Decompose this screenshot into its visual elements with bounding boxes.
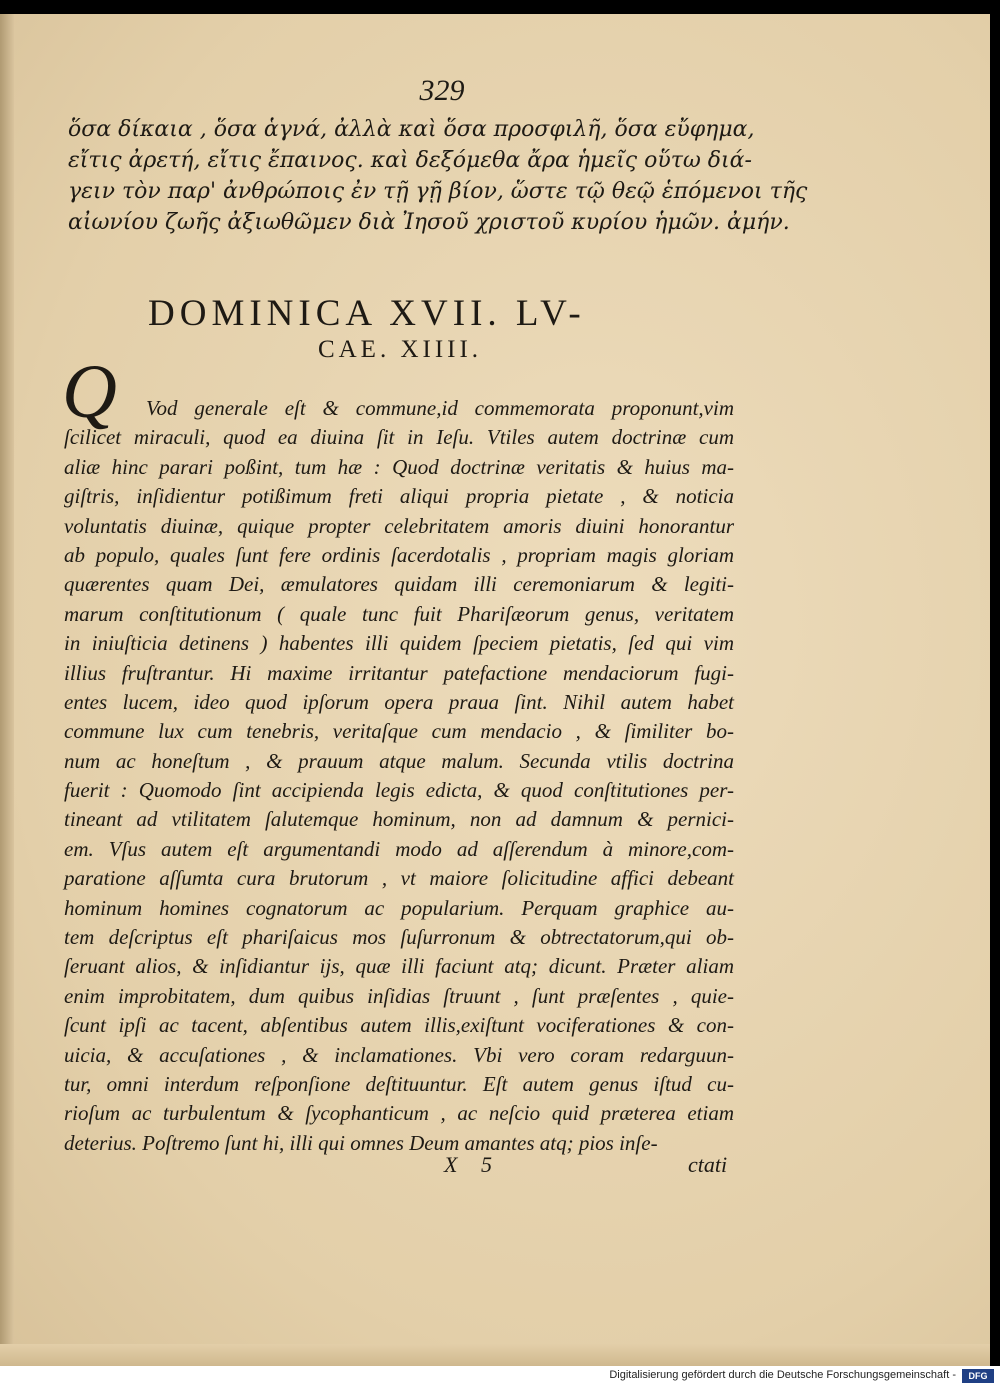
text-line: rioſum ac turbulentum & ſycophanticum , ac neſcio quid præterea etiam [64, 1101, 734, 1126]
greek-line: ὅσα δίκαια , ὅσα ἁγνά, ἀλλὰ καὶ ὅσα προσφιλῆ, ὅσα εὔφημα, [68, 117, 755, 142]
greek-line: αἰωνίου ζωῆς ἀξιωθῶμεν διὰ Ἰησοῦ χριστοῦ κυρίου ἡμῶν. ἀμήν. [68, 210, 790, 235]
text-line: ſeruant alios, & inſidiantur ijs, quæ illi faciunt atq; dicunt. Præter aliam [64, 954, 734, 979]
text-line: in iniuſticia detinens ) habentes illi quidem ſpeciem pietatis, ſed qui vim [64, 631, 734, 656]
text-line: num ac honeſtum , & prauum atque malum. Secunda vtilis doctrina [64, 748, 734, 773]
text-line: aliæ hinc parari poßint, tum hæ : Quod doctrinæ veritatis & huius ma- [64, 454, 734, 479]
text-line: em. Vſus autem eſt argumentandi modo ad aſſerendum à minore,com- [64, 836, 734, 861]
text-line: marum conſtitutionum ( quale tunc fuit Phariſæorum genus, veritatem [64, 601, 734, 626]
text-line: enim improbitatem, dum quibus inſidias ſtruunt , ſunt præſentes , quie- [64, 983, 734, 1008]
text-line: commune lux cum tenebris, veritaſque cum mendacio , & ſimiliter bo- [64, 719, 734, 744]
section-heading: DOMINICA XVII. LV- [148, 293, 586, 334]
text-line: ab populo, quales ſunt fere ordinis ſacerdotalis , propriam magis gloriam [64, 542, 734, 567]
text-line: voluntatis diuinæ, quique propter celebritatem amoris diuini honorantur [64, 513, 734, 538]
text-line: Vod generale eſt & commune,id commemorata proponunt,vim [146, 396, 734, 420]
text-line: hominum homines cognatorum ac popularium. Perquam graphice au- [64, 895, 734, 920]
page-bottom-edge [0, 1344, 990, 1366]
text-line: entes lucem, ideo quod ipſorum opera praua ſint. Nihil autem habet [64, 689, 734, 714]
section-subheading: CAE. XIIII. [317, 336, 483, 363]
text-line: tem deſcriptus eſt phariſaicus mos ſuſurronum & obtrectatorum,qui ob- [64, 925, 734, 950]
text-line: paratione aſſumta cura brutorum , vt maiore ſolicitudine affici debeant [64, 866, 734, 891]
dfg-logo-icon: DFG [962, 1369, 994, 1383]
text-line: tur, omni interdum reſponſione deſtituuntur. Eſt autem genus iſtud cu- [64, 1071, 734, 1096]
text-line: fuerit : Quomodo ſint accipienda legis edicta, & quod conſtitutiones per- [64, 778, 734, 803]
latin-body-text [64, 394, 734, 1158]
text-line: deterius. Poſtremo ſunt hi, illi qui omnes Deum amantes atq; pios inſe- [64, 1130, 658, 1155]
book-page [0, 14, 990, 1366]
page-gutter-shadow [0, 14, 14, 1366]
signature-mark: X 5 [444, 1152, 492, 1177]
drop-cap-initial: Q [62, 350, 117, 434]
greek-text-block [68, 114, 808, 238]
digitization-footer [0, 1366, 1000, 1387]
greek-line: εἴτις ἀρετή, εἴτις ἔπαινος. καὶ δεξόμεθα ἄρα ἡμεῖς οὕτω διά- [68, 148, 752, 173]
text-line: tineant ad vtilitatem ſalutemque hominum, non ad damnum & pernici- [64, 807, 734, 832]
text-line: giſtris, inſidientur potißimum freti aliqui propria pietate , & noticia [64, 484, 734, 509]
text-line: ſcunt ipſi ac tacent, abſentibus autem illis,exiſtunt vociferationes & con- [64, 1013, 734, 1038]
text-line: uicia, & accuſationes , & inclamationes. Vbi vero coram redarguun- [64, 1042, 734, 1067]
text-line: illius fruſtrantur. Hi maxime irritantur patefactione mendaciorum fugi- [64, 660, 734, 685]
text-line: ſcilicet miraculi, quod ea diuina ſit in Ieſu. Vtiles autem doctrinæ cum [64, 425, 734, 450]
catchword: ctati [688, 1152, 728, 1177]
page-number: 329 [419, 74, 465, 107]
funding-credit: Digitalisierung gefördert durch die Deutsche Forschungsgemeinschaft - [609, 1369, 956, 1381]
greek-line: γειν τὸν παρ' ἀνθρώποις ἐν τῇ γῇ βίον, ὥστε τῷ θεῷ ἑπόμενοι τῆς [68, 179, 808, 204]
text-line: quærentes quam Dei, æmulatores quidam illi ceremoniarum & legiti- [64, 572, 734, 597]
